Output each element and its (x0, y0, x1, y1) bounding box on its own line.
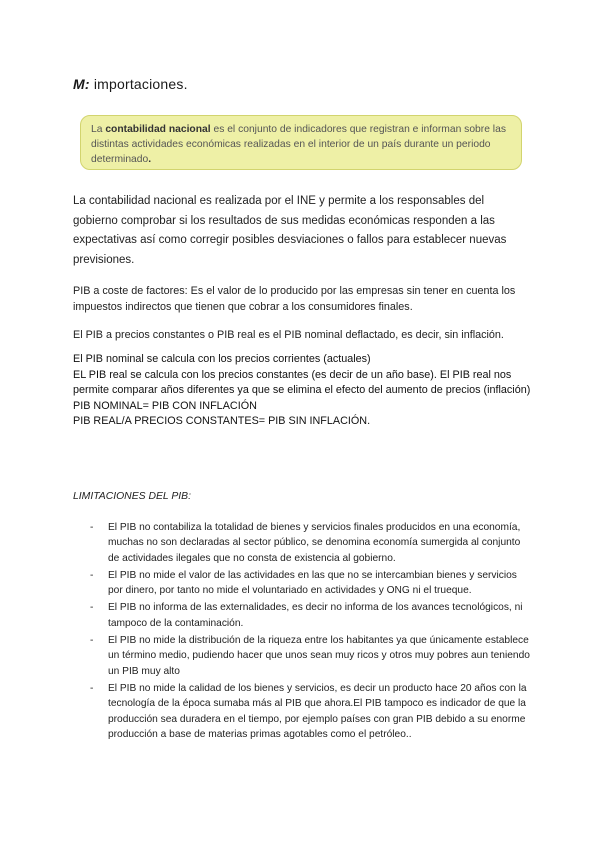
callout-term: contabilidad nacional (105, 124, 211, 135)
limits-list (73, 520, 533, 744)
callout-end: . (148, 154, 152, 165)
paragraph-coste-factores: PIB a coste de factores: Es el valor de lo producido por las empresas sin tener en cuenta los impuestos indirectos que tienen que cobrar a los consumidores finales. (73, 285, 516, 313)
nominal-line: El PIB nominal se calcula con los precios corrientes (actuales) (73, 353, 371, 365)
section-heading (73, 76, 188, 92)
list-item (73, 600, 533, 631)
bullet-dash: - (90, 522, 94, 533)
list-item-text: El PIB no informa de las externalidades, es decir no informa de los avances tecnológicos, ni tampoco de la contaminación. (108, 602, 523, 629)
bullet-dash: - (90, 635, 94, 647)
list-item-text: El PIB no mide el valor de las actividades en las que no se intercambian bienes y servicios por dinero, por tanto no mide el voluntariado en actividades y ONG ni el trueque. (108, 569, 517, 597)
list-item (73, 568, 533, 599)
list-item-text: El PIB no mide la distribución de la riqueza entre los habitantes ya que únicamente establece un término medio, pudiendo hacer que unos sean muy ricos y otros muy pobres aun teniendo un PIB muy alto (108, 635, 530, 677)
real-line: EL PIB real se calcula con los precios constantes (es decir de un año base). El PIB real nos permite comparar años diferentes ya que se elimina el efecto del aumento de precios (inflación) (73, 368, 531, 396)
heading-text: importaciones. (93, 76, 188, 92)
callout-text: es el conjunto de indicadores que registran e informan sobre las distintas actividades económicas realizadas en el interior de un país durante un periodo determinado (91, 124, 506, 165)
list-item (73, 681, 533, 742)
limits-title: LIMITACIONES DEL PIB: (73, 491, 191, 502)
list-item-text: El PIB no contabiliza la totalidad de bienes y servicios finales producidos en una economía, muchas no son declaradas al sector público, se denomina economía sumergida al conjunto de actividades ilegales que no consta de existencia al gobierno. (108, 522, 521, 564)
definition-callout (80, 115, 522, 170)
bullet-dash: - (90, 602, 94, 614)
callout-lead: La (91, 124, 106, 135)
paragraph-nominal-real (73, 352, 533, 430)
nominal-formula: PIB NOMINAL= PIB CON INFLACIÓN (73, 399, 257, 412)
paragraph-ine: La contabilidad nacional es realizada por el INE y permite a los responsables del gobierno comprobar si los resultados de sus medidas económicas responden a las expectativas así como corregir posibles desviaciones o fallos para establecer nuevas previsiones. (73, 195, 507, 266)
paragraph-pib-constantes: El PIB a precios constantes o PIB real es el PIB nominal deflactado, es decir, sin inflación. (73, 329, 504, 341)
list-item (73, 520, 533, 566)
bullet-dash: - (90, 569, 94, 581)
list-item (73, 633, 533, 679)
heading-letter: M: (73, 76, 90, 92)
list-item-text: El PIB no mide la calidad de los bienes y servicios, es decir un producto hace 20 años con la tecnología de la época sumaba más al PIB que ahora.El PIB tampoco es indicador de que la producción sea duradera en el tiempo, por ejemplo países con gran PIB debido a su enorme producción a base de materias primas agotables como el petróleo.. (108, 682, 527, 740)
real-formula: PIB REAL/A PRECIOS CONSTANTES= PIB SIN INFLACIÓN. (73, 415, 371, 427)
bullet-dash: - (90, 682, 94, 694)
